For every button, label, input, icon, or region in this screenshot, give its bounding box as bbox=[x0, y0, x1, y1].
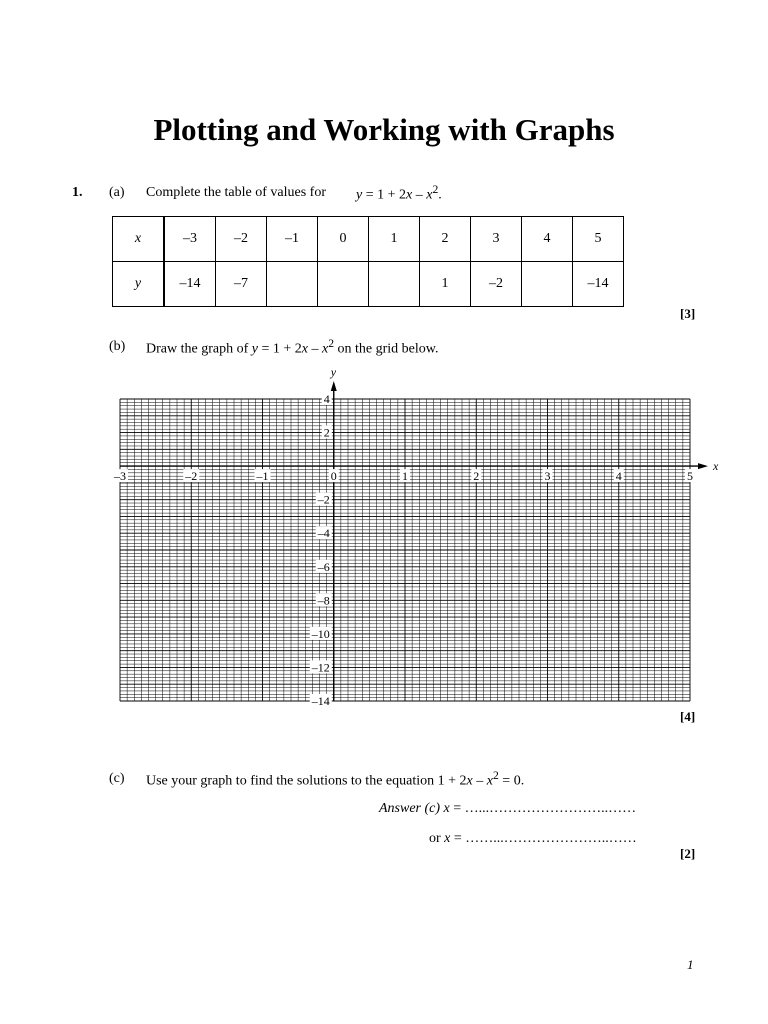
x-tick-label: 0 bbox=[330, 469, 337, 484]
part-b-label: (b) bbox=[109, 339, 126, 354]
y-tick-label: –2 bbox=[317, 492, 330, 507]
y-value-blank[interactable] bbox=[522, 262, 573, 307]
y-value-blank[interactable] bbox=[267, 262, 318, 307]
x-tick-label: –2 bbox=[185, 469, 198, 484]
part-c-label: (c) bbox=[109, 771, 125, 786]
y-value-blank[interactable] bbox=[369, 262, 420, 307]
page-number: 1 bbox=[687, 957, 694, 972]
y-value: –2 bbox=[471, 262, 522, 307]
x-header: x bbox=[113, 217, 165, 262]
x-value: –3 bbox=[164, 217, 216, 262]
y-value-blank[interactable] bbox=[318, 262, 369, 307]
x-tick-label: 5 bbox=[687, 469, 693, 484]
y-tick-label: –8 bbox=[317, 593, 330, 608]
page-title: Plotting and Working with Graphs bbox=[153, 112, 615, 147]
y-value: –14 bbox=[573, 262, 624, 307]
part-b-marks: [4] bbox=[680, 709, 696, 724]
question-number: 1. bbox=[72, 185, 83, 200]
x-tick-label: 2 bbox=[473, 469, 480, 484]
y-header: y bbox=[113, 262, 165, 307]
y-value: –7 bbox=[216, 262, 267, 307]
y-axis-label: y bbox=[330, 365, 337, 379]
grid-lines bbox=[120, 399, 690, 701]
y-tick-label: –4 bbox=[317, 526, 330, 541]
answer-line-2[interactable]: or x = ……...…………………..…… bbox=[429, 831, 637, 846]
graph-grid[interactable] bbox=[0, 360, 768, 710]
table-row-y bbox=[113, 262, 624, 307]
x-value: 1 bbox=[369, 217, 420, 262]
y-tick-label: 2 bbox=[323, 425, 330, 440]
x-value: 3 bbox=[471, 217, 522, 262]
part-b-instruction: Draw the graph of $y = 1 + 2x - x^2$ on the grid below. bbox=[146, 337, 439, 357]
y-tick-label: –14 bbox=[311, 694, 330, 708]
y-tick-label: –6 bbox=[317, 559, 330, 574]
x-tick-label: –3 bbox=[114, 469, 126, 484]
x-tick-label: –1 bbox=[256, 469, 269, 484]
x-value: –1 bbox=[267, 217, 318, 262]
x-tick-label: 1 bbox=[402, 469, 408, 484]
part-c-marks: [2] bbox=[680, 846, 696, 861]
answer-line-1[interactable]: Answer (c) x = …...……………………..…… bbox=[379, 801, 637, 816]
part-a-marks: [3] bbox=[680, 306, 696, 321]
x-tick-label: 4 bbox=[615, 469, 622, 484]
x-axis-label: x bbox=[713, 459, 719, 474]
x-axis-arrow bbox=[698, 463, 708, 469]
y-value: 1 bbox=[420, 262, 471, 307]
y-tick-label: –12 bbox=[311, 660, 330, 675]
x-tick-label: 3 bbox=[544, 469, 551, 484]
x-value: –2 bbox=[216, 217, 267, 262]
y-value: –14 bbox=[164, 262, 216, 307]
part-a-equation: $y = 1 + 2x - x^2$. bbox=[356, 183, 442, 203]
part-a-label: (a) bbox=[109, 185, 125, 200]
table-row-x bbox=[113, 217, 624, 262]
part-c-instruction: Use your graph to find the solutions to the equation $1 + 2x - x^2 = 0$. bbox=[146, 769, 525, 789]
y-axis-arrow bbox=[331, 381, 337, 391]
x-value: 2 bbox=[420, 217, 471, 262]
part-a-instruction: Complete the table of values for bbox=[146, 185, 326, 200]
x-value: 4 bbox=[522, 217, 573, 262]
y-tick-label: 4 bbox=[323, 392, 330, 406]
values-table bbox=[112, 216, 624, 307]
x-value: 5 bbox=[573, 217, 624, 262]
y-tick-label: –10 bbox=[311, 626, 330, 641]
x-value: 0 bbox=[318, 217, 369, 262]
